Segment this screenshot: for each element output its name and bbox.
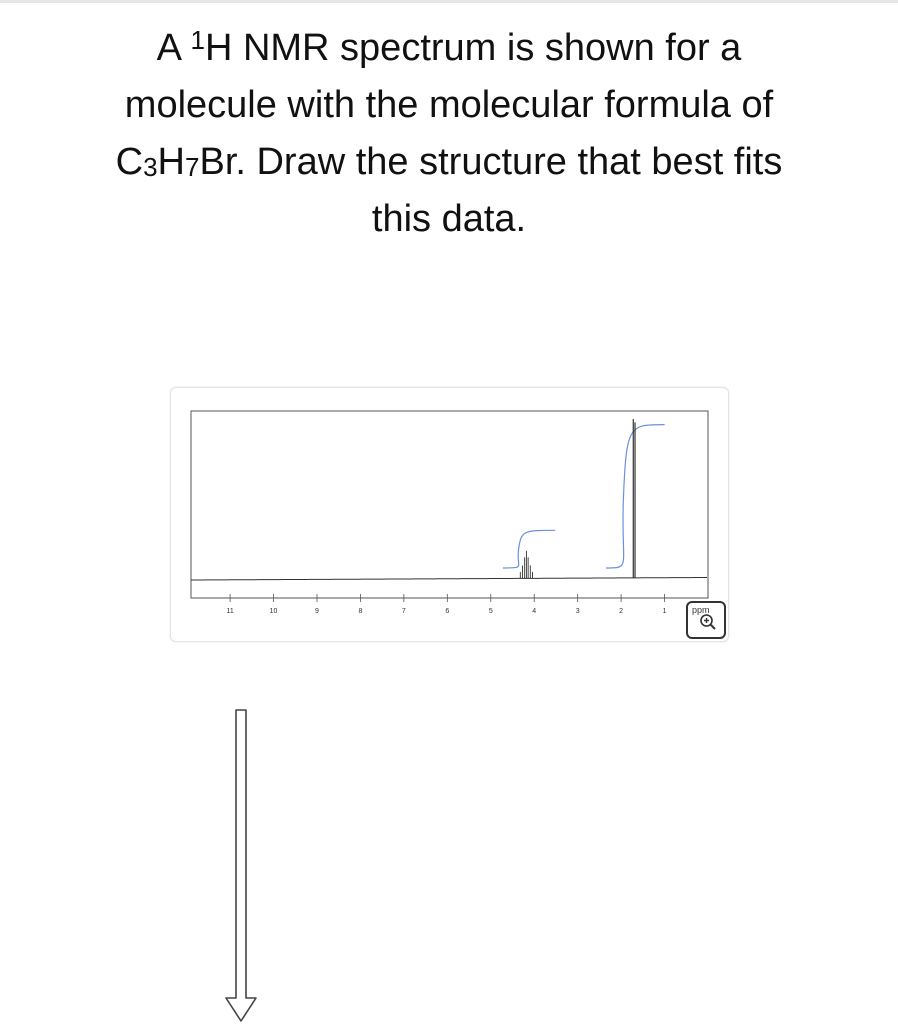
integral-curve xyxy=(503,530,555,568)
question-line-4: this data. xyxy=(371,198,527,240)
x-tick-label: 3 xyxy=(575,608,580,615)
zoom-button[interactable] xyxy=(686,601,726,639)
x-tick-label: 5 xyxy=(488,608,493,615)
question-text xyxy=(40,20,858,248)
x-tick-label: 6 xyxy=(445,608,450,615)
x-tick-label: 2 xyxy=(619,608,624,615)
axis-unit-label: ppm xyxy=(692,605,710,615)
x-tick-label: 1 xyxy=(662,608,667,615)
question-line-3: $C_3H_7Br$. Draw the structure that best fits xyxy=(115,141,783,183)
spectrum-trace xyxy=(191,578,707,581)
question-line-2: molecule with the molecular formula of xyxy=(124,84,774,126)
question-line-1: A $^1$H NMR spectrum is shown for a xyxy=(156,25,742,69)
integral-curves xyxy=(503,425,665,568)
top-divider xyxy=(0,0,898,3)
x-axis-tick-labels xyxy=(226,608,666,615)
plot-frame xyxy=(191,411,708,598)
x-tick-label: 10 xyxy=(269,608,278,615)
spectrum-peaks xyxy=(520,419,635,578)
x-tick-label: 4 xyxy=(532,608,537,615)
x-tick-label: 9 xyxy=(315,608,319,615)
x-tick-label: 7 xyxy=(401,608,406,615)
down-arrow-icon xyxy=(222,708,262,1024)
zoom-in-icon xyxy=(699,613,717,631)
x-tick-label: 11 xyxy=(226,608,234,615)
nmr-spectrum-chart xyxy=(171,388,728,641)
x-tick-label: 8 xyxy=(358,608,363,615)
nmr-spectrum-card xyxy=(170,387,729,642)
